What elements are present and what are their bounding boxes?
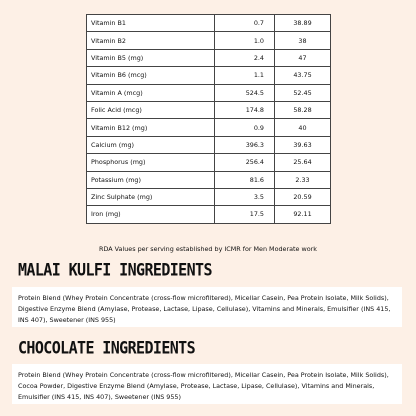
nutrient-value-cell: 256.4 <box>215 154 275 171</box>
nutrient-rda-cell: 38.89 <box>275 15 331 32</box>
table-row <box>87 84 331 101</box>
nutrient-value-cell: 1.1 <box>215 67 275 84</box>
nutrient-name-cell: Potassium (mg) <box>87 171 215 188</box>
table-row <box>87 136 331 153</box>
nutrient-value-cell: 524.5 <box>215 84 275 101</box>
nutrient-value-cell: 0.9 <box>215 119 275 136</box>
table-row <box>87 119 331 136</box>
nutrient-rda-cell: 25.64 <box>275 154 331 171</box>
chocolate-ingredients-text: Protein Blend (Whey Protein Concentrate (cross-flow microfiltered), Micellar Casein, Pea Protein Isolate, Milk Solids), Cocoa Powder, Digestive Enzyme Blend (Amylase, Protease, Lactase, Lipase, Cellulase), Vitamins and Minerals, Emulsifier (INS 415, INS 407), Sweetener (INS 955) <box>12 364 402 404</box>
chocolate-ingredients-title: CHOCOLATE INGREDIENTS <box>18 338 196 359</box>
table-row <box>87 154 331 171</box>
nutrient-rda-cell: 39.63 <box>275 136 331 153</box>
nutrient-rda-cell: 20.59 <box>275 188 331 205</box>
nutrient-rda-cell: 40 <box>275 119 331 136</box>
nutrient-value-cell: 396.3 <box>215 136 275 153</box>
rda-note: RDA Values per serving established by ICMR for Men Moderate work <box>99 245 317 253</box>
nutrition-table <box>86 14 331 224</box>
nutrient-value-cell: 174.8 <box>215 101 275 118</box>
nutrient-rda-cell: 38 <box>275 32 331 49</box>
nutrient-name-cell: Phosphorus (mg) <box>87 154 215 171</box>
nutrient-rda-cell: 2.33 <box>275 171 331 188</box>
table-row <box>87 171 331 188</box>
nutrient-name-cell: Vitamin B5 (mg) <box>87 49 215 66</box>
nutrient-name-cell: Vitamin B6 (mcg) <box>87 67 215 84</box>
table-row <box>87 101 331 118</box>
nutrient-rda-cell: 92.11 <box>275 206 331 223</box>
nutrient-rda-cell: 52.45 <box>275 84 331 101</box>
nutrient-name-cell: Calcium (mg) <box>87 136 215 153</box>
nutrient-name-cell: Iron (mg) <box>87 206 215 223</box>
nutrient-value-cell: 17.5 <box>215 206 275 223</box>
nutrient-name-cell: Vitamin A (mcg) <box>87 84 215 101</box>
malai-kulfi-ingredients-title: MALAI KULFI INGREDIENTS <box>18 260 212 281</box>
nutrient-rda-cell: 43.75 <box>275 67 331 84</box>
table-row <box>87 49 331 66</box>
nutrient-value-cell: 0.7 <box>215 15 275 32</box>
nutrient-name-cell: Vitamin B1 <box>87 15 215 32</box>
table-row <box>87 15 331 32</box>
table-row <box>87 32 331 49</box>
malai-kulfi-ingredients-text: Protein Blend (Whey Protein Concentrate (cross-flow microfiltered), Micellar Casein, Pea Protein Isolate, Milk Solids), Digestive Enzyme Blend (Amylase, Protease, Lactase, Lipase, Cellulase), Vitamins and Minerals, Emulsifier (INS 415, INS 407), Sweetener (INS 955) <box>12 287 402 327</box>
nutrient-value-cell: 2.4 <box>215 49 275 66</box>
nutrient-value-cell: 81.6 <box>215 171 275 188</box>
table-row <box>87 67 331 84</box>
table-row <box>87 206 331 223</box>
nutrient-name-cell: Vitamin B12 (mg) <box>87 119 215 136</box>
nutrient-name-cell: Folic Acid (mcg) <box>87 101 215 118</box>
nutrient-rda-cell: 58.28 <box>275 101 331 118</box>
table-row <box>87 188 331 205</box>
nutrient-value-cell: 3.5 <box>215 188 275 205</box>
nutrition-table-body <box>87 15 331 224</box>
nutrient-value-cell: 1.0 <box>215 32 275 49</box>
nutrient-rda-cell: 47 <box>275 49 331 66</box>
nutrition-table-card <box>86 14 330 224</box>
nutrient-name-cell: Zinc Sulphate (mg) <box>87 188 215 205</box>
nutrient-name-cell: Vitamin B2 <box>87 32 215 49</box>
